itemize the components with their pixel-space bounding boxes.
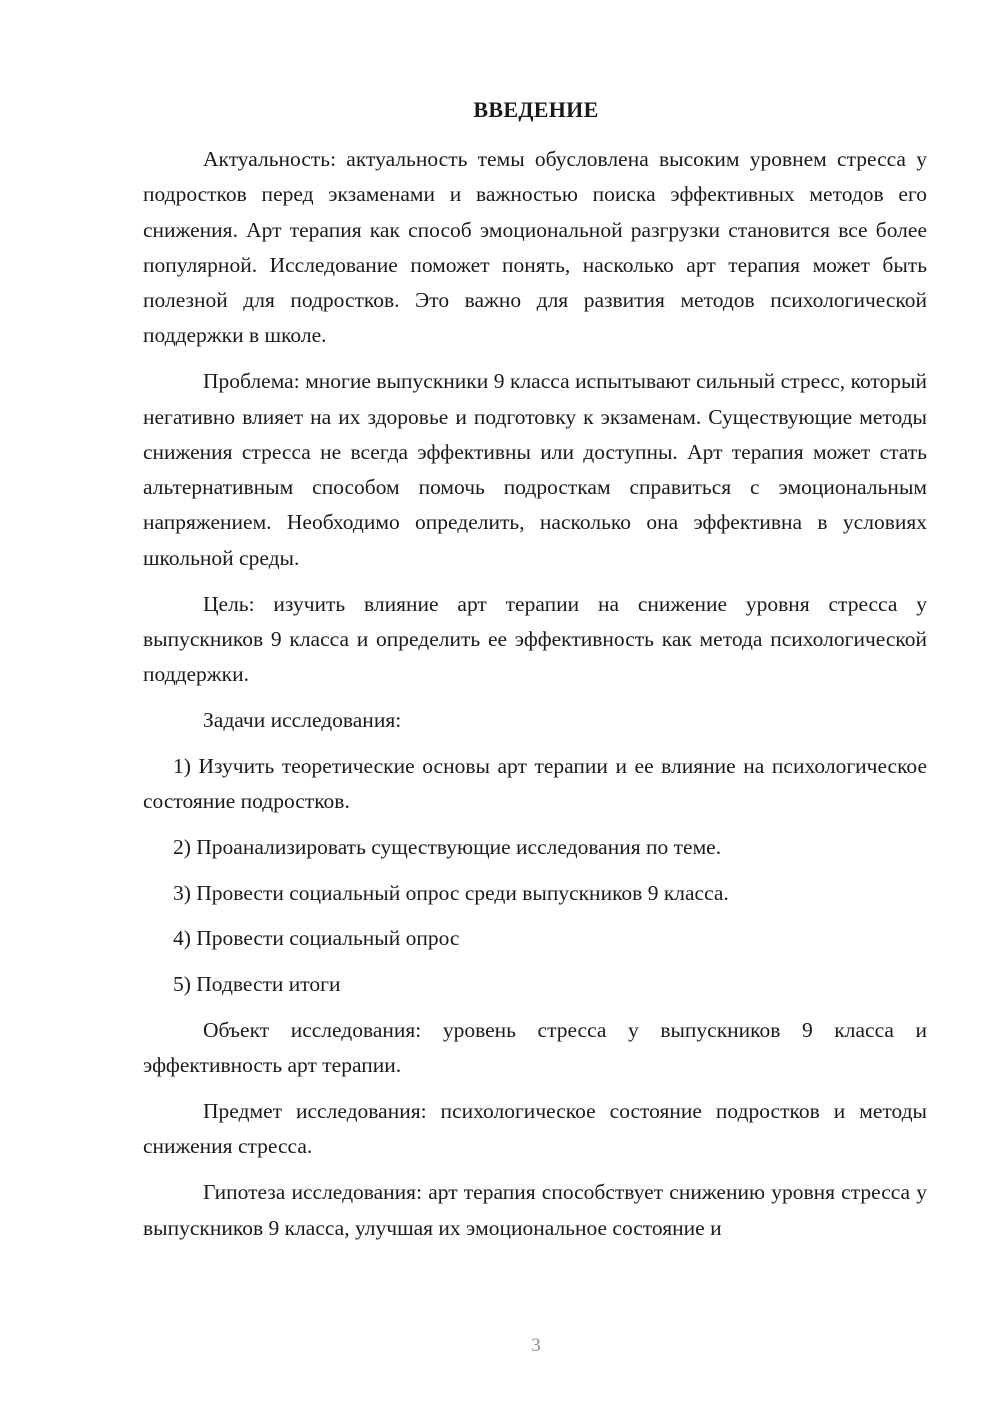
task-item-4: 4) Провести социальный опрос	[173, 926, 460, 951]
paragraph-hypothesis: Гипотеза исследования: арт терапия способствует снижению уровня стресса у выпускников 9 класса, улучшая их эмоциональное состояние и	[143, 1180, 927, 1240]
task-item-1: 1) Изучить теоретические основы арт терапии и ее влияние на психологическое состояние подростков.	[143, 753, 927, 814]
page-number: 3	[531, 1335, 541, 1356]
paragraph-problem: Проблема: многие выпускники 9 класса испытывают сильный стресс, который негативно влияет на их здоровье и подготовку к экзаменам. Существующие методы снижения стресса не всегда эффективны или доступны. Арт терапия может стать альтернативным способом помочь подросткам справиться с эмоциональным напряжением. Необходимо определить, насколько она эффективна в условиях школьной среды.	[143, 369, 927, 570]
paragraph-goal: Цель: изучить влияние арт терапии на снижение уровня стресса у выпускников 9 класса и определить ее эффективность как метода психологической поддержки.	[143, 591, 927, 687]
task-item-2: 2) Проанализировать существующие исследования по теме.	[173, 834, 722, 859]
task-item-5: 5) Подвести итоги	[173, 972, 341, 997]
paragraph-tasks-heading: Задачи исследования:	[203, 707, 402, 732]
paragraph-relevance: Актуальность: актуальность темы обусловлена высоким уровнем стресса у подростков перед экзаменами и важностью поиска эффективных методов его снижения. Арт терапия как способ эмоциональной разгрузки становится все более популярной. Исследование поможет понять, насколько арт терапия может быть полезной для подростков. Это важно для развития методов психологической поддержки в школе.	[143, 147, 927, 348]
page-title: ВВЕДЕНИЕ	[473, 97, 599, 122]
paragraph-object: Объект исследования: уровень стресса у выпускников 9 класса и эффективность арт терапии.	[143, 1018, 927, 1078]
document-body	[143, 142, 927, 1256]
paragraph-subject: Предмет исследования: психологическое состояние подростков и методы снижения стресса.	[143, 1099, 927, 1159]
task-item-3: 3) Провести социальный опрос среди выпускников 9 класса.	[173, 880, 729, 905]
